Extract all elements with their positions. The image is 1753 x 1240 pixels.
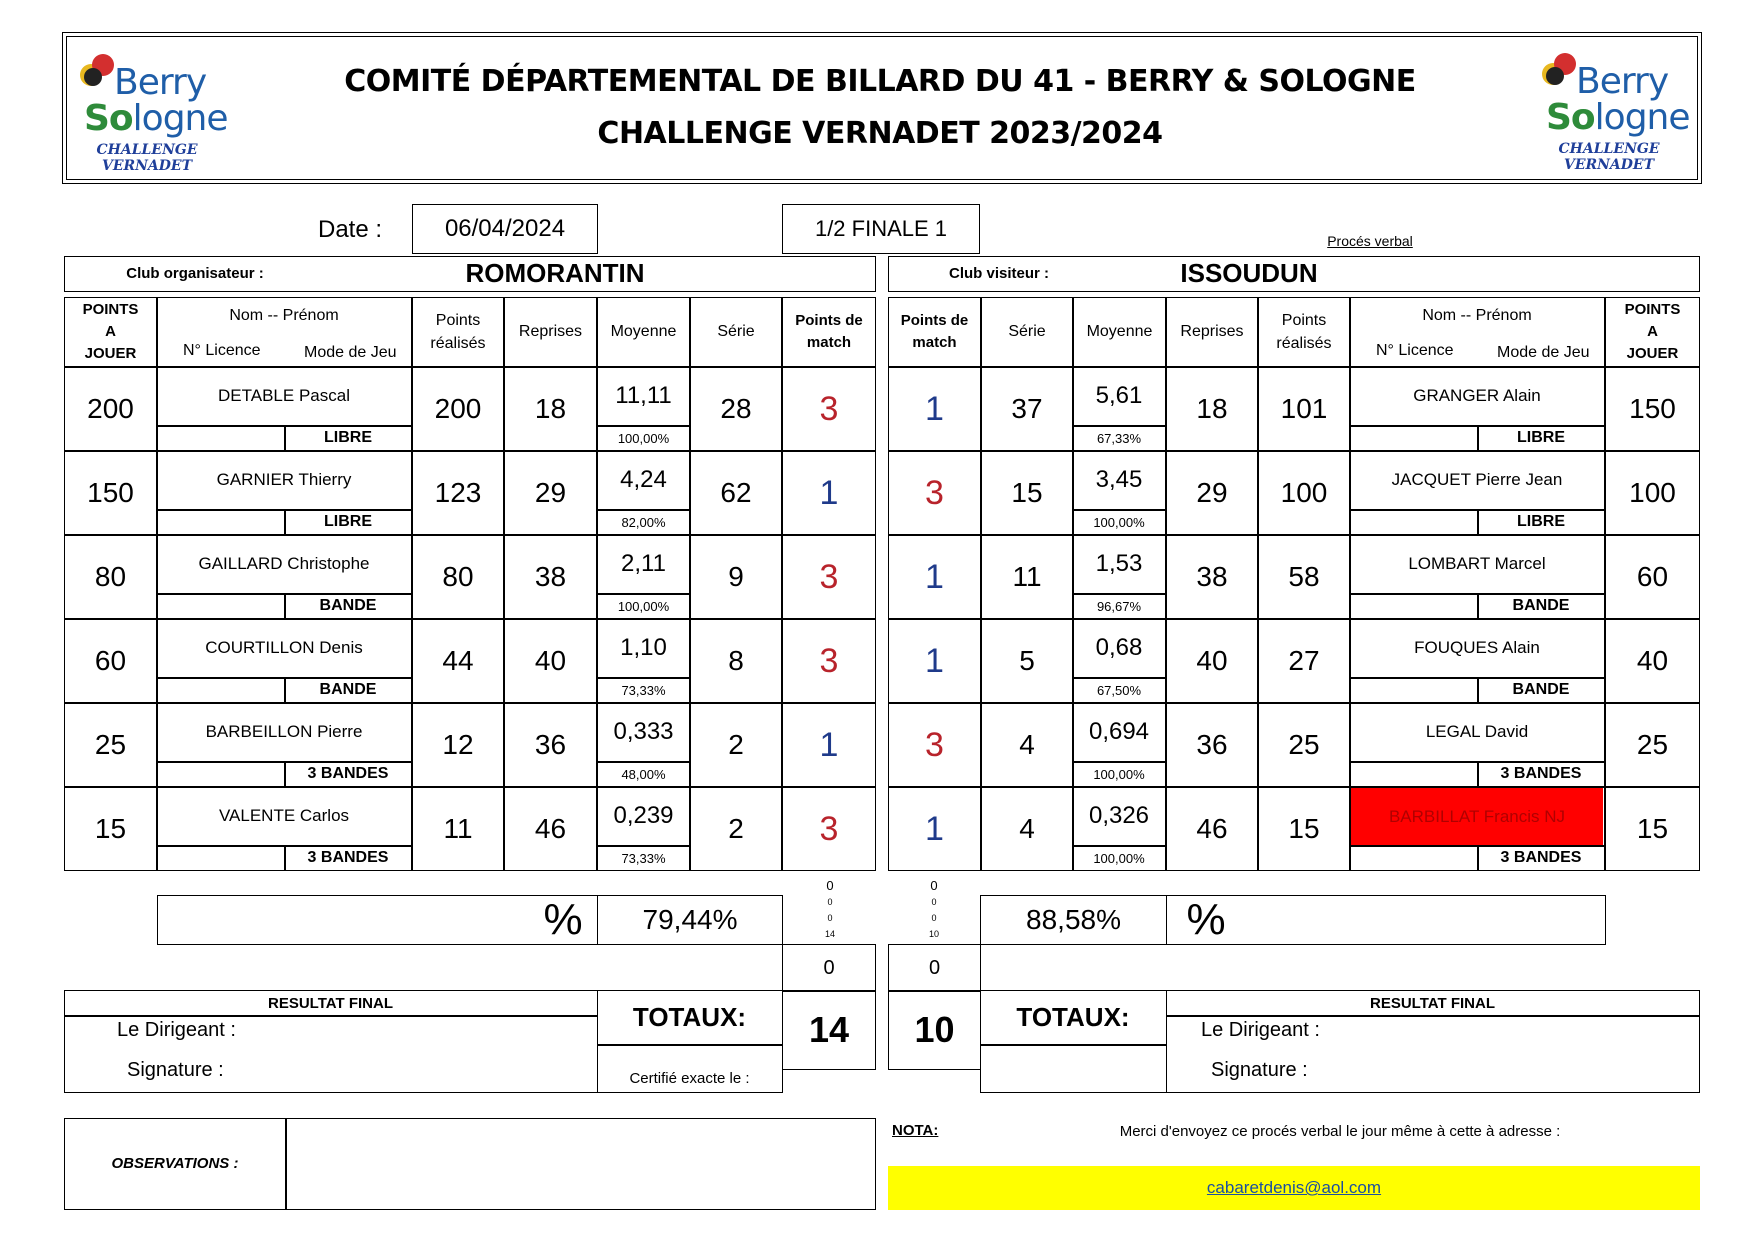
home-header-nom-prenom: Nom -- Prénom bbox=[229, 307, 339, 324]
visitor-player-name: JACQUET Pierre Jean bbox=[1391, 469, 1563, 489]
observations-label: OBSERVATIONS : bbox=[111, 1155, 239, 1172]
home-zero-cell: 0 bbox=[782, 944, 876, 992]
visitor-player-licence[interactable] bbox=[1351, 595, 1477, 617]
visitor-player-mode: BANDE bbox=[1512, 681, 1570, 698]
visitor-row-reprises: 36 bbox=[1166, 703, 1258, 787]
visitor-stack-1: 0 bbox=[931, 897, 937, 907]
certifie-label: Certifié exacte le : bbox=[629, 1069, 750, 1087]
home-player-mode: 3 BANDES bbox=[307, 765, 389, 782]
visitor-dirigeant-label: Le Dirigeant : bbox=[1201, 1019, 1320, 1041]
home-row-match-points: 3 bbox=[782, 787, 876, 871]
home-player-mode: BANDE bbox=[319, 597, 377, 614]
home-row-moyenne: 11,11 bbox=[615, 381, 672, 409]
visitor-player-mode: LIBRE bbox=[1517, 429, 1565, 446]
visitor-header-points-match-line-0: Points de bbox=[900, 312, 969, 330]
home-row-moyenne: 0,333 bbox=[613, 717, 674, 745]
home-row-points: 12 bbox=[412, 703, 504, 787]
home-header-paj-2: JOUER bbox=[84, 344, 137, 362]
home-row-serie: 9 bbox=[690, 535, 782, 619]
visitor-row-moyenne-cell bbox=[1073, 451, 1166, 535]
proces-verbal-label: Procés verbal bbox=[1327, 233, 1413, 249]
observations-field[interactable] bbox=[287, 1119, 875, 1209]
visitor-row-pts-a-jouer: 15 bbox=[1605, 787, 1700, 871]
home-total-score: 14 bbox=[782, 990, 876, 1070]
home-header-paj-1: A bbox=[105, 323, 116, 341]
visitor-row-reprises: 46 bbox=[1166, 787, 1258, 871]
home-header-reprises: Reprises bbox=[504, 297, 597, 367]
black-ball-icon bbox=[84, 68, 102, 86]
date-label: Date : bbox=[317, 216, 383, 243]
home-header-points-match-line-1: match bbox=[806, 334, 852, 351]
visitor-row-pts-a-jouer: 25 bbox=[1605, 703, 1700, 787]
date-field[interactable]: 06/04/2024 bbox=[412, 204, 598, 254]
home-row-moyenne-cell bbox=[597, 535, 690, 619]
home-header-points-match bbox=[782, 297, 876, 367]
visitor-row-moyenne-cell bbox=[1073, 619, 1166, 703]
logo-challenge-word: CHALLENGE bbox=[1558, 141, 1660, 157]
visitor-club-box bbox=[888, 256, 1700, 292]
home-row-reprises: 40 bbox=[504, 619, 597, 703]
logo-challenge bbox=[72, 142, 222, 174]
home-row-serie: 2 bbox=[690, 787, 782, 871]
nota-label: NOTA: bbox=[892, 1122, 939, 1139]
header-frame bbox=[62, 32, 1702, 184]
visitor-row-moyenne-cell bbox=[1073, 535, 1166, 619]
visitor-row-pct: 100,00% bbox=[1093, 766, 1145, 782]
home-row-moyenne-cell bbox=[597, 451, 690, 535]
home-row-points: 200 bbox=[412, 367, 504, 451]
home-player-mode: 3 BANDES bbox=[307, 849, 389, 866]
visitor-row-points: 15 bbox=[1258, 787, 1350, 871]
home-row-match-points: 3 bbox=[782, 619, 876, 703]
home-player-name: VALENTE Carlos bbox=[218, 805, 350, 825]
home-stack-1: 0 bbox=[827, 897, 833, 907]
home-header-moyenne: Moyenne bbox=[597, 297, 690, 367]
visitor-player-name: LEGAL David bbox=[1425, 721, 1529, 741]
visitor-row-reprises: 18 bbox=[1166, 367, 1258, 451]
home-row-match-points: 1 bbox=[782, 703, 876, 787]
visitor-player-name: GRANGER Alain bbox=[1413, 385, 1541, 405]
logo-so: So bbox=[1546, 97, 1595, 138]
email-link[interactable]: cabaretdenis@aol.com bbox=[888, 1166, 1700, 1210]
home-percent-value: 79,44% bbox=[597, 895, 783, 945]
home-row-moyenne-cell bbox=[597, 787, 690, 871]
visitor-header-points-realises-line-1: réalisés bbox=[1276, 335, 1332, 352]
visitor-player-mode: LIBRE bbox=[1517, 513, 1565, 530]
visitor-row-serie: 4 bbox=[981, 787, 1073, 871]
visitor-row-match-points: 1 bbox=[888, 787, 981, 871]
visitor-row-moyenne-cell bbox=[1073, 787, 1166, 871]
visitor-player-name: LOMBART Marcel bbox=[1408, 553, 1546, 573]
home-player-licence[interactable] bbox=[158, 427, 284, 449]
home-player-name: DETABLE Pascal bbox=[218, 385, 350, 405]
home-row-name-cell bbox=[157, 367, 412, 451]
visitor-header-points-realises bbox=[1258, 297, 1350, 367]
observations-box bbox=[64, 1118, 876, 1210]
home-totaux-label: TOTAUX: bbox=[632, 1001, 747, 1032]
home-row-reprises: 29 bbox=[504, 451, 597, 535]
visitor-header-nom bbox=[1350, 297, 1605, 367]
home-stack-0: 0 bbox=[826, 878, 834, 893]
home-header-points-realises bbox=[412, 297, 504, 367]
home-row-pts-a-jouer: 60 bbox=[64, 619, 157, 703]
visitor-club-name: ISSOUDUN bbox=[1180, 258, 1318, 288]
visitor-row-pct: 96,67% bbox=[1096, 598, 1142, 614]
home-header-serie: Série bbox=[690, 297, 782, 367]
visitor-row-name-cell bbox=[1350, 367, 1605, 451]
visitor-player-licence[interactable] bbox=[1351, 847, 1477, 869]
visitor-row-match-points: 3 bbox=[888, 451, 981, 535]
home-player-licence[interactable] bbox=[158, 595, 284, 617]
visitor-percent-sign: % bbox=[1186, 895, 1226, 944]
visitor-header-paj-0: POINTS bbox=[1624, 301, 1681, 319]
visitor-row-moyenne: 5,61 bbox=[1095, 381, 1143, 409]
home-player-name: COURTILLON Denis bbox=[205, 637, 363, 657]
home-row-moyenne-cell bbox=[597, 703, 690, 787]
home-header-mode: Mode de Jeu bbox=[304, 344, 397, 361]
visitor-header-points-realises-line-0: Points bbox=[1281, 311, 1327, 329]
visitor-row-match-points: 1 bbox=[888, 535, 981, 619]
home-row-moyenne: 0,239 bbox=[613, 801, 674, 829]
logo-vernadet-word: VERNADET bbox=[1563, 157, 1655, 173]
visitor-header-serie: Série bbox=[981, 297, 1073, 367]
home-row-moyenne: 2,11 bbox=[621, 549, 666, 577]
round-field[interactable]: 1/2 FINALE 1 bbox=[782, 204, 980, 254]
visitor-row-reprises: 40 bbox=[1166, 619, 1258, 703]
visitor-resultat-final: RESULTAT FINAL bbox=[1370, 994, 1495, 1012]
visitor-player-mode: 3 BANDES bbox=[1500, 849, 1582, 866]
visitor-player-licence[interactable] bbox=[1351, 511, 1477, 533]
home-header-points-a-jouer bbox=[64, 297, 157, 367]
home-row-pts-a-jouer: 25 bbox=[64, 703, 157, 787]
visitor-player-mode: 3 BANDES bbox=[1500, 765, 1582, 782]
home-club-box bbox=[64, 256, 876, 292]
home-row-pts-a-jouer: 200 bbox=[64, 367, 157, 451]
visitor-row-points: 101 bbox=[1258, 367, 1350, 451]
home-row-pct: 100,00% bbox=[617, 598, 670, 614]
home-row-moyenne: 1,10 bbox=[620, 633, 667, 661]
visitor-club-label: Club visiteur : bbox=[948, 265, 1049, 282]
logo-sologne-text bbox=[84, 98, 228, 139]
visitor-row-serie: 5 bbox=[981, 619, 1073, 703]
visitor-row-serie: 4 bbox=[981, 703, 1073, 787]
visitor-player-name: FOUQUES Alain bbox=[1414, 637, 1540, 657]
logo-challenge bbox=[1534, 141, 1684, 173]
visitor-header-moyenne: Moyenne bbox=[1073, 297, 1166, 367]
home-row-reprises: 36 bbox=[504, 703, 597, 787]
logo-right bbox=[1534, 45, 1690, 175]
home-result-box bbox=[64, 990, 598, 1093]
logo-berry-text: Berry bbox=[1576, 61, 1669, 102]
visitor-header-points-match-line-1: match bbox=[912, 334, 957, 351]
visitor-header-mode: Mode de Jeu bbox=[1497, 344, 1590, 361]
logo-left bbox=[72, 46, 228, 176]
visitor-total-score: 10 bbox=[888, 990, 981, 1070]
logo-berry-text: Berry bbox=[114, 62, 207, 103]
home-row-points: 44 bbox=[412, 619, 504, 703]
visitor-stack-2: 0 bbox=[931, 913, 937, 923]
visitor-row-serie: 15 bbox=[981, 451, 1073, 535]
visitor-zero-cell: 0 bbox=[888, 944, 981, 992]
visitor-row-moyenne: 1,53 bbox=[1095, 549, 1143, 577]
home-stack-2: 0 bbox=[827, 913, 833, 923]
home-row-moyenne-cell bbox=[597, 619, 690, 703]
visitor-row-pct: 67,50% bbox=[1096, 682, 1142, 698]
visitor-row-match-points: 1 bbox=[888, 619, 981, 703]
visitor-row-name-cell bbox=[1350, 451, 1605, 535]
home-player-name: GARNIER Thierry bbox=[216, 469, 352, 489]
visitor-small-stack bbox=[912, 878, 956, 942]
home-player-mode: BANDE bbox=[319, 681, 377, 698]
visitor-row-name-cell bbox=[1350, 787, 1605, 871]
logo-vernadet-word: VERNADET bbox=[101, 158, 193, 174]
visitor-header-licence: N° Licence bbox=[1376, 342, 1454, 359]
visitor-row-points: 58 bbox=[1258, 535, 1350, 619]
home-player-name: BARBEILLON Pierre bbox=[205, 721, 363, 741]
home-row-reprises: 46 bbox=[504, 787, 597, 871]
home-row-name-cell bbox=[157, 535, 412, 619]
visitor-header-reprises: Reprises bbox=[1166, 297, 1258, 367]
home-row-serie: 62 bbox=[690, 451, 782, 535]
visitor-row-serie: 11 bbox=[981, 535, 1073, 619]
home-row-serie: 2 bbox=[690, 703, 782, 787]
visitor-totaux-box bbox=[980, 990, 1167, 1093]
home-stack-3: 14 bbox=[824, 929, 835, 939]
visitor-stack-3: 10 bbox=[928, 929, 939, 939]
home-row-match-points: 3 bbox=[782, 535, 876, 619]
home-row-points: 123 bbox=[412, 451, 504, 535]
visitor-row-name-cell bbox=[1350, 703, 1605, 787]
home-dirigeant-label: Le Dirigeant : bbox=[117, 1019, 236, 1041]
visitor-signature-label: Signature : bbox=[1211, 1059, 1308, 1081]
home-row-name-cell bbox=[157, 619, 412, 703]
home-header-points-realises-line-0: Points bbox=[435, 311, 481, 329]
home-row-pts-a-jouer: 150 bbox=[64, 451, 157, 535]
home-row-pct: 73,33% bbox=[621, 850, 666, 866]
visitor-row-pts-a-jouer: 60 bbox=[1605, 535, 1700, 619]
home-row-points: 80 bbox=[412, 535, 504, 619]
home-row-match-points: 3 bbox=[782, 367, 876, 451]
home-header-nom bbox=[157, 297, 412, 367]
visitor-header-paj-1: A bbox=[1647, 323, 1658, 341]
home-club-label: Club organisateur : bbox=[126, 265, 264, 282]
home-header-points-realises-line-1: réalisés bbox=[430, 335, 486, 352]
home-header-points-match-line-0: Points de bbox=[795, 312, 863, 330]
home-row-reprises: 18 bbox=[504, 367, 597, 451]
logo-logne: logne bbox=[132, 98, 228, 139]
visitor-header-points-a-jouer bbox=[1605, 297, 1700, 367]
home-header-paj-0: POINTS bbox=[82, 301, 139, 319]
home-player-mode: LIBRE bbox=[324, 513, 372, 530]
home-small-stack bbox=[808, 878, 852, 942]
home-row-match-points: 1 bbox=[782, 451, 876, 535]
visitor-row-name-cell bbox=[1350, 535, 1605, 619]
visitor-player-licence[interactable] bbox=[1351, 679, 1477, 701]
home-percent-box bbox=[157, 895, 598, 945]
visitor-player-licence[interactable] bbox=[1351, 763, 1477, 785]
home-player-licence[interactable] bbox=[158, 847, 284, 869]
visitor-row-pct: 100,00% bbox=[1093, 514, 1145, 530]
visitor-header-paj-2: JOUER bbox=[1626, 344, 1679, 362]
home-player-licence[interactable] bbox=[158, 511, 284, 533]
visitor-row-moyenne: 3,45 bbox=[1095, 465, 1143, 493]
home-player-name: GAILLARD Christophe bbox=[198, 553, 370, 573]
visitor-row-points: 25 bbox=[1258, 703, 1350, 787]
visitor-result-box bbox=[1166, 990, 1700, 1093]
visitor-row-serie: 37 bbox=[981, 367, 1073, 451]
page-subtitle: CHALLENGE VERNADET 2023/2024 bbox=[597, 115, 1163, 151]
visitor-row-moyenne: 0,326 bbox=[1088, 801, 1150, 829]
home-resultat-final: RESULTAT FINAL bbox=[268, 994, 393, 1012]
home-percent-sign: % bbox=[543, 895, 583, 944]
home-row-serie: 28 bbox=[690, 367, 782, 451]
home-row-pts-a-jouer: 15 bbox=[64, 787, 157, 871]
nota-message: Merci d'envoyez ce procés verbal le jour même à cette à adresse : bbox=[1119, 1122, 1561, 1140]
home-row-name-cell bbox=[157, 787, 412, 871]
visitor-row-name-cell bbox=[1350, 619, 1605, 703]
visitor-row-match-points: 1 bbox=[888, 367, 981, 451]
home-row-reprises: 38 bbox=[504, 535, 597, 619]
home-signature-label: Signature : bbox=[127, 1059, 224, 1081]
black-ball-icon bbox=[1546, 67, 1564, 85]
visitor-row-reprises: 38 bbox=[1166, 535, 1258, 619]
home-player-licence[interactable] bbox=[158, 679, 284, 701]
visitor-totaux-label: TOTAUX: bbox=[1016, 1001, 1130, 1032]
visitor-player-mode: BANDE bbox=[1512, 597, 1570, 614]
home-player-licence[interactable] bbox=[158, 763, 284, 785]
visitor-row-moyenne-cell bbox=[1073, 367, 1166, 451]
home-row-pts-a-jouer: 80 bbox=[64, 535, 157, 619]
home-club-name: ROMORANTIN bbox=[465, 258, 645, 288]
home-row-name-cell bbox=[157, 703, 412, 787]
visitor-player-name: BARBILLAT Francis NJ bbox=[1351, 788, 1603, 845]
home-row-points: 11 bbox=[412, 787, 504, 871]
visitor-row-pct: 67,33% bbox=[1096, 430, 1142, 446]
home-row-pct: 48,00% bbox=[621, 766, 666, 782]
visitor-header-points-match bbox=[888, 297, 981, 367]
logo-challenge-word: CHALLENGE bbox=[96, 142, 198, 158]
visitor-percent-value: 88,58% bbox=[980, 895, 1167, 945]
home-row-serie: 8 bbox=[690, 619, 782, 703]
home-header-licence: N° Licence bbox=[183, 342, 261, 359]
visitor-row-reprises: 29 bbox=[1166, 451, 1258, 535]
logo-so: So bbox=[84, 98, 133, 139]
visitor-row-moyenne-cell bbox=[1073, 703, 1166, 787]
visitor-row-pts-a-jouer: 40 bbox=[1605, 619, 1700, 703]
logo-sologne-text bbox=[1546, 97, 1690, 138]
visitor-row-moyenne: 0,694 bbox=[1088, 717, 1150, 745]
visitor-percent-box bbox=[1166, 895, 1606, 945]
visitor-stack-0: 0 bbox=[930, 878, 938, 893]
visitor-row-match-points: 3 bbox=[888, 703, 981, 787]
home-row-moyenne: 4,24 bbox=[620, 465, 667, 493]
page-title: COMITÉ DÉPARTEMENTAL DE BILLARD DU 41 - BERRY & SOLOGNE bbox=[344, 63, 1416, 99]
home-row-name-cell bbox=[157, 451, 412, 535]
home-row-pct: 100,00% bbox=[617, 430, 670, 446]
home-row-pct: 73,33% bbox=[621, 682, 666, 698]
home-row-moyenne-cell bbox=[597, 367, 690, 451]
visitor-row-pts-a-jouer: 100 bbox=[1605, 451, 1700, 535]
visitor-row-points: 100 bbox=[1258, 451, 1350, 535]
home-player-mode: LIBRE bbox=[324, 429, 372, 446]
visitor-row-pct: 100,00% bbox=[1093, 850, 1145, 866]
visitor-row-moyenne: 0,68 bbox=[1095, 633, 1143, 661]
visitor-header-nom-prenom: Nom -- Prénom bbox=[1422, 307, 1532, 324]
visitor-row-points: 27 bbox=[1258, 619, 1350, 703]
visitor-row-pts-a-jouer: 150 bbox=[1605, 367, 1700, 451]
logo-logne: logne bbox=[1594, 97, 1690, 138]
home-totaux-box bbox=[597, 990, 783, 1093]
visitor-player-licence[interactable] bbox=[1351, 427, 1477, 449]
home-row-pct: 82,00% bbox=[621, 514, 666, 530]
